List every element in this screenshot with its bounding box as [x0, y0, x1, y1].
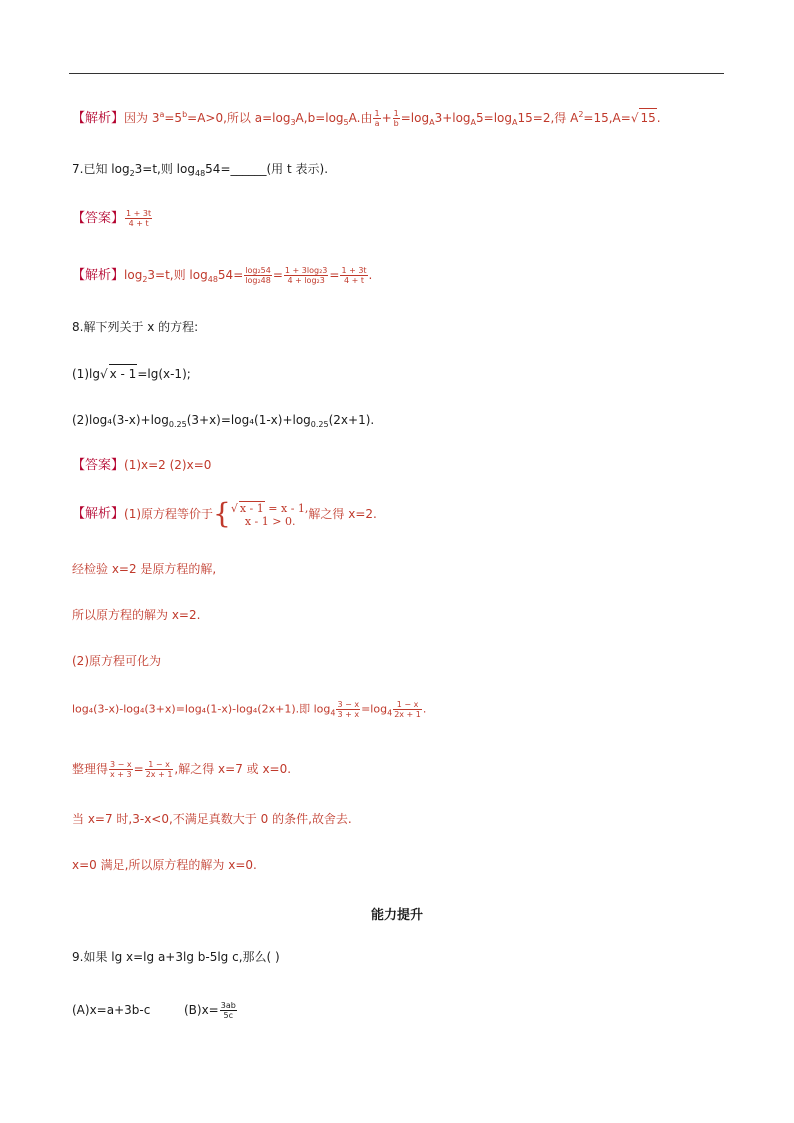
- q7-analysis: 【解析】$\log_23=t$,则 $\log_{48}54=$ $\frac{\text{log₂54}}{\text{log₂48}}$ = $\frac{\text{1 + 3log₂3}}{\text{4 + log₂3}}$ = $\frac{1 + 3t}{4 + t}$ .: [72, 266, 373, 285]
- q7-question: 7.已知 $\log_23=t$,则 $\log_{48}54=\_\_\_\_\_\_$(用 t 表示).: [72, 162, 329, 178]
- q8-analysis-5: log₄(3-x)-log₄(3+x)=log₄(1-x)-log₄(2x+1).即 $\log_4$ $\frac{3 - x}{3 + x}$ $=\log_4$ $\frac{1 - x}{2x + 1}$ .: [72, 700, 427, 719]
- q9-question: 9.如果 lg x=lg a+3lg b-5lg c,那么( ): [72, 950, 280, 964]
- q7-answer: 【答案】 $\frac{1 + 3t}{4 + t}$: [72, 209, 152, 228]
- q9-option-a: (A)x=a+3b-c: [72, 1003, 151, 1017]
- analysis-tag: 【解析】: [72, 111, 125, 126]
- q8-analysis-8: x=0 满足,所以原方程的解为 x=0.: [72, 858, 257, 872]
- q8-answer: 【答案】(1)x=2 (2)x=0: [72, 458, 212, 473]
- q8-part1: (1)lg√ x - 1=lg(x-1);: [72, 364, 191, 383]
- q9-option-b: (B)x= $\frac{3ab}{5c}$: [183, 1001, 236, 1020]
- header-rule: [69, 73, 724, 74]
- q6-analysis-text: 因为 $3^a=5^b=A>0$,所以 $a=\log_3A,b=\log_5A$.由 $\frac{1}{a}$ + $\frac{1}{b}$ $=\log_A3+\log_A5=\log_A15=2$,得 $A^2=15,A=√$ 15.: [124, 109, 661, 128]
- q7-answer-fraction: $\frac{1 + 3t}{4 + t}$: [126, 209, 152, 228]
- q8-title: 8.解下列关于 x 的方程:: [72, 320, 199, 334]
- q8-analysis-7: 当 x=7 时,3-x<0,不满足真数大于 0 的条件,故舍去.: [72, 812, 352, 826]
- q8-analysis-3: 所以原方程的解为 x=2.: [72, 608, 201, 622]
- q8-analysis-6: 整理得 $\frac{3 - x}{x + 3}$ = $\frac{1 - x}{2x + 1}$ ,解之得 x=7 或 x=0.: [72, 760, 292, 779]
- q6-analysis-line: [72, 106, 661, 132]
- q8-analysis-1: 【解析】(1)原方程等价于{ √ x - 1 = x - 1, x - 1 > 0. 解之得 x=2.: [72, 497, 377, 530]
- section-title: 能力提升: [370, 908, 423, 923]
- q9-options: [72, 1001, 238, 1020]
- q8-part2: $(2)\log_4(3-x)+\log_{0.25}(3+x)=\log_4(1-x)+\log_{0.25}(2x+1)$.: [72, 413, 375, 429]
- q8-analysis-2: 经检验 x=2 是原方程的解,: [72, 562, 217, 576]
- q8-analysis-4: (2)原方程可化为: [72, 654, 161, 668]
